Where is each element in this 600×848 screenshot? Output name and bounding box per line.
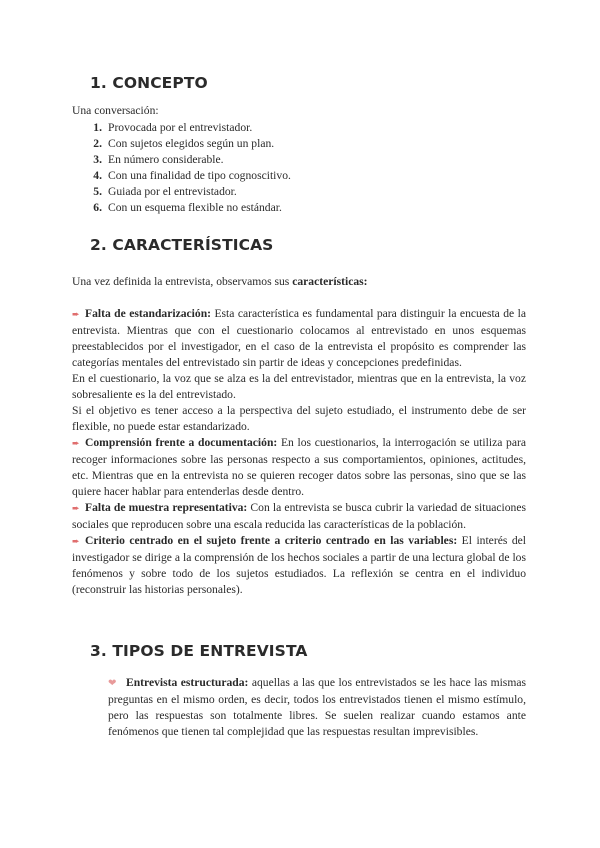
list-item: 1. Provocada por el entrevistador. [93, 121, 253, 134]
types-body [108, 675, 526, 740]
characteristic-paragraph: ➨ Comprensión frente a documentación: En los cuestionarios, la interrogación se utiliza para recoger informaciones sobre las personas respecto a sus comportamientos, opiniones, actitudes, etc. Mientras que en la entrevista no se quieren recoger datos sobre las personas, sino que se las quiere hacer hablar para entenderlas desde dentro. [72, 436, 526, 498]
heart-icon: ❤ [108, 678, 117, 689]
type-paragraph: ❤ Entrevista estructurada: aquellas a las que los entrevistados se les hace las mismas preguntas en el mismo orden, es decir, todos los entrevistados tienen el mismo estímulo, pero las respuestas son totalmente libres. Se suelen realizar cuando estamos ante fenómenos que tienen tal complejidad que las respuestas resultan imprevisibles. [108, 676, 526, 738]
list-item: 4. Con una finalidad de tipo cognoscitivo. [93, 169, 291, 182]
concept-intro: Una conversación: [72, 104, 159, 117]
arrow-icon: ➨ [72, 310, 80, 320]
characteristics-intro: Una vez definida la entrevista, observamos sus características: [72, 275, 368, 288]
section-heading-caracteristicas: 2. CARACTERÍSTICAS [90, 236, 274, 254]
list-item: 2. Con sujetos elegidos según un plan. [93, 137, 275, 150]
list-item: 3. En número considerable. [93, 153, 224, 166]
arrow-icon: ➨ [72, 537, 80, 547]
characteristic-paragraph: ➨ Falta de muestra representativa: Con la entrevista se busca cubrir la variedad de situaciones sociales que reproducen sobre una escala reducida las características de la población. [72, 501, 526, 531]
characteristic-paragraph: ➨ Falta de estandarización: Esta característica es fundamental para distinguir la encuesta de la entrevista. Mientras que con el cuestionario colocamos al entrevistado en unos esquemas preestablecidos por el investigador, en el caso de la entrevista el propósito es comprender las categorías mentales del entrevistado sin partir de ideas y concepciones predefinidas. [72, 307, 526, 369]
characteristic-paragraph: En el cuestionario, la voz que se alza es la del entrevistador, mientras que en la entrevista, la voz sobresaliente es la del entrevistado. [72, 372, 526, 401]
section-heading-concepto: 1. CONCEPTO [90, 74, 208, 92]
section-heading-tipos: 3. TIPOS DE ENTREVISTA [90, 642, 308, 660]
characteristic-paragraph: Si el objetivo es tener acceso a la perspectiva del sujeto estudiado, el instrumento debe de ser flexible, no puede estar estandarizado. [72, 404, 526, 433]
arrow-icon: ➨ [72, 439, 80, 449]
characteristic-paragraph: ➨ Criterio centrado en el sujeto frente a criterio centrado en las variables: El interés del investigador se dirige a la comprensión de los hechos sociales a partir de una lectura global de los fenómenos y sobre todo de los sujetos estudiados. La reflexión se centra en el individuo (reconstruir las historias personales). [72, 534, 526, 596]
list-item: 5. Guiada por el entrevistador. [93, 185, 237, 198]
arrow-icon: ➨ [72, 504, 80, 514]
concept-list [72, 120, 291, 216]
characteristics-body [72, 306, 526, 598]
list-item: 6. Con un esquema flexible no estándar. [93, 201, 282, 214]
